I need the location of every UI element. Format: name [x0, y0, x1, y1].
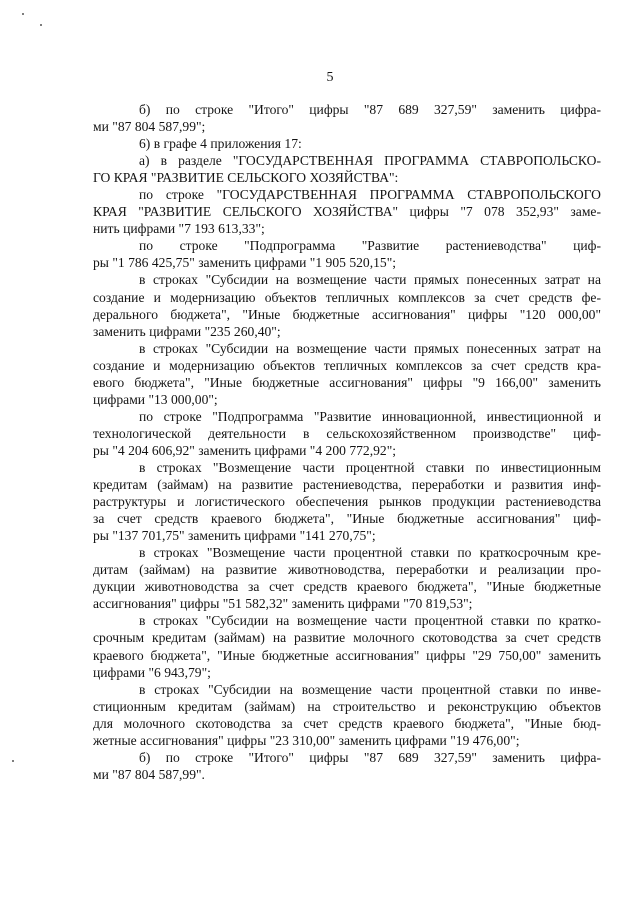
text-line: ры "137 701,75" заменить цифрами "141 270,75"; [93, 528, 376, 544]
text-line: цифрами "6 943,79"; [93, 664, 211, 680]
text-line: ГО КРАЯ "РАЗВИТИЕ СЕЛЬСКОГО ХОЗЯЙСТВА": [93, 170, 399, 186]
text-line: жетные ассигнования" цифры "23 310,00" заменить цифрами "19 476,00"; [93, 732, 520, 748]
text-line: б) по строке "Итого" цифры "87 689 327,59" заменить цифра- [139, 102, 601, 117]
text-line: КРАЯ "РАЗВИТИЕ СЕЛЬСКОГО ХОЗЯЙСТВА" цифры "7 078 352,93" заме- [93, 204, 601, 220]
text-line: нить цифрами "7 193 613,33"; [93, 221, 265, 237]
text-line: 6) в графе 4 приложения 17: [139, 136, 302, 152]
text-line: срочным кредитам (займам) на развитие молочного скотоводства за счет средств [93, 630, 601, 646]
scan-speck [22, 13, 24, 15]
text-line: в строках "Возмещение части процентной ставки по инвестиционным [139, 459, 601, 475]
text-line: раструктуры и логистического обеспечения рынков продукции растениеводства [93, 494, 601, 510]
text-line: по строке "ГОСУДАРСТВЕННАЯ ПРОГРАММА СТАВРОПОЛЬСКОГО [139, 187, 601, 203]
text-line: ми "87 804 587,99". [93, 766, 205, 782]
text-line: создание и модернизацию объектов тепличных комплексов за счет средств кра- [93, 357, 601, 373]
text-line: за счет средств краевого бюджета", "Иные бюджетные ассигнования" циф- [93, 511, 601, 527]
text-line: ми "87 804 587,99"; [93, 119, 206, 135]
text-line: для молочного скотоводства за счет средств краевого бюджета", "Иные бюд- [93, 715, 601, 731]
text-line: а) в разделе "ГОСУДАРСТВЕННАЯ ПРОГРАММА СТАВРОПОЛЬСКО- [139, 153, 601, 169]
text-line: дукции животноводства за счет средств краевого бюджета", "Иные бюджетные [93, 579, 601, 595]
text-line: ры "1 786 425,75" заменить цифрами "1 905 520,15"; [93, 255, 397, 271]
page-number: 5 [326, 70, 334, 85]
text-line: краевого бюджета", "Иные бюджетные ассигнования" цифры "29 750,00" заменить [93, 647, 601, 663]
text-line: по строке "Подпрограмма "Развитие растениеводства" циф- [139, 238, 601, 254]
text-line: в строках "Субсидии на возмещение части процентной ставки по кратко- [139, 613, 601, 629]
document-body [93, 101, 601, 783]
text-line: б) по строке "Итого" цифры "87 689 327,59" заменить цифра- [139, 749, 601, 765]
scan-speck [12, 760, 14, 762]
text-line: ры "4 204 606,92" заменить цифрами "4 200 772,92"; [93, 442, 397, 458]
text-line: дитам (займам) на развитие животноводства, переработки и реализации про- [93, 562, 601, 578]
text-line: кредитам (займам) на развитие растениеводства, переработки и развития инф- [93, 477, 601, 493]
text-line: создание и модернизацию объектов тепличных комплексов за счет средств фе- [93, 289, 601, 305]
text-line: евого бюджета", "Иные бюджетные ассигнования" цифры "9 166,00" заменить [93, 374, 601, 390]
text-line: заменить цифрами "235 260,40"; [93, 323, 281, 339]
text-line: по строке "Подпрограмма "Развитие инновационной, инвестиционной и [139, 408, 601, 424]
text-line: стиционным кредитам (займам) на строительство и реконструкцию объектов [93, 698, 601, 714]
text-line: технологической деятельности в сельскохозяйственном производстве" циф- [93, 425, 601, 441]
text-line: в строках "Субсидии на возмещение части процентной ставки по инве- [139, 681, 601, 697]
text-line: в строках "Возмещение части процентной ставки по краткосрочным кре- [139, 545, 601, 561]
text-line: ассигнования" цифры "51 582,32" заменить цифрами "70 819,53"; [93, 596, 473, 612]
text-line: дерального бюджета", "Иные бюджетные ассигнования" цифры "120 000,00" [93, 306, 601, 322]
text-line: в строках "Субсидии на возмещение части прямых понесенных затрат на [139, 340, 601, 356]
text-line: цифрами "13 000,00"; [93, 391, 218, 407]
text-line: в строках "Субсидии на возмещение части прямых понесенных затрат на [139, 272, 601, 288]
scan-speck [40, 24, 42, 26]
